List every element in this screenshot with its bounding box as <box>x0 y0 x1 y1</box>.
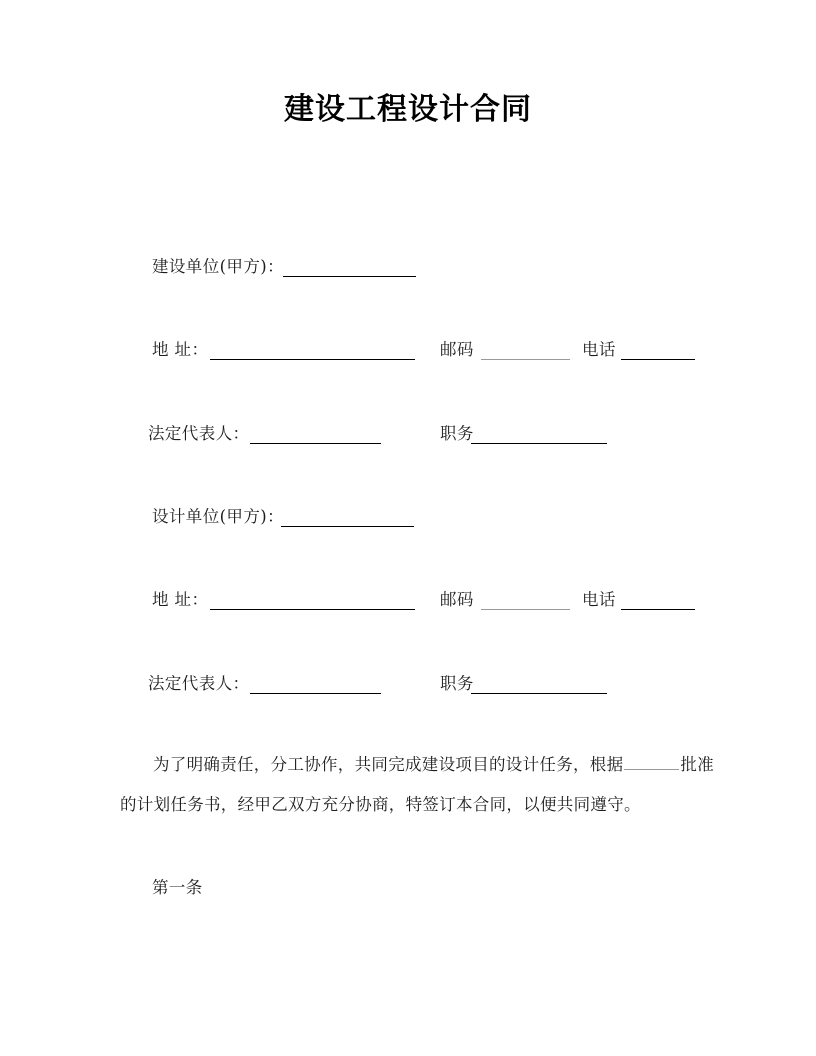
preamble-text-before-blank: 为了明确责任，分工协作，共同完成建设项目的设计任务，根据 <box>153 755 624 774</box>
party-1-position-label: 职务 <box>440 424 474 443</box>
party-1-address-label: 地 址： <box>152 340 209 359</box>
party-1-unit-rule <box>283 276 416 277</box>
party-1-postcode-label: 邮码 <box>440 340 474 359</box>
party-2-address-rule <box>210 609 415 610</box>
party-1-address-rule <box>210 359 415 360</box>
party-2-address-label: 地 址： <box>152 590 209 609</box>
party-2-unit-row <box>0 504 816 530</box>
party-1-postcode-rule <box>481 359 570 360</box>
approval-authority-blank[interactable] <box>624 754 679 770</box>
party-1-legal-rep-row <box>0 421 816 447</box>
preamble-line-1 <box>120 745 715 785</box>
party-1-address-row <box>0 337 816 363</box>
party-2-unit-rule <box>281 526 414 527</box>
party-2-legal-rep-row <box>0 671 816 697</box>
party-1-legal-rep-rule <box>250 443 381 444</box>
party-1-phone-label: 电话 <box>582 340 616 359</box>
clause-1-heading: 第一条 <box>152 878 203 897</box>
party-2-legal-rep-label: 法定代表人： <box>148 674 250 693</box>
party-2-legal-rep-rule <box>250 693 381 694</box>
party-1-position-rule <box>471 443 607 444</box>
party-2-postcode-rule <box>481 609 570 610</box>
party-2-unit-label: 设计单位(甲方)： <box>152 507 284 526</box>
party-2-postcode-label: 邮码 <box>440 590 474 609</box>
party-2-phone-rule <box>621 609 695 610</box>
preamble-paragraph <box>120 745 715 825</box>
party-2-address-row <box>0 587 816 613</box>
party-2-phone-label: 电话 <box>582 590 616 609</box>
party-1-phone-rule <box>621 359 695 360</box>
party-2-position-rule <box>471 693 607 694</box>
party-1-unit-label: 建设单位(甲方)： <box>152 257 284 276</box>
party-2-position-label: 职务 <box>440 674 474 693</box>
preamble-line-2: 的计划任务书，经甲乙双方充分协商，特签订本合同，以便共同遵守。 <box>120 795 641 814</box>
party-1-legal-rep-label: 法定代表人： <box>148 424 250 443</box>
preamble-text-after-blank: 批准 <box>680 755 715 774</box>
party-1-unit-row <box>0 254 816 280</box>
page-title: 建设工程设计合同 <box>284 92 532 127</box>
